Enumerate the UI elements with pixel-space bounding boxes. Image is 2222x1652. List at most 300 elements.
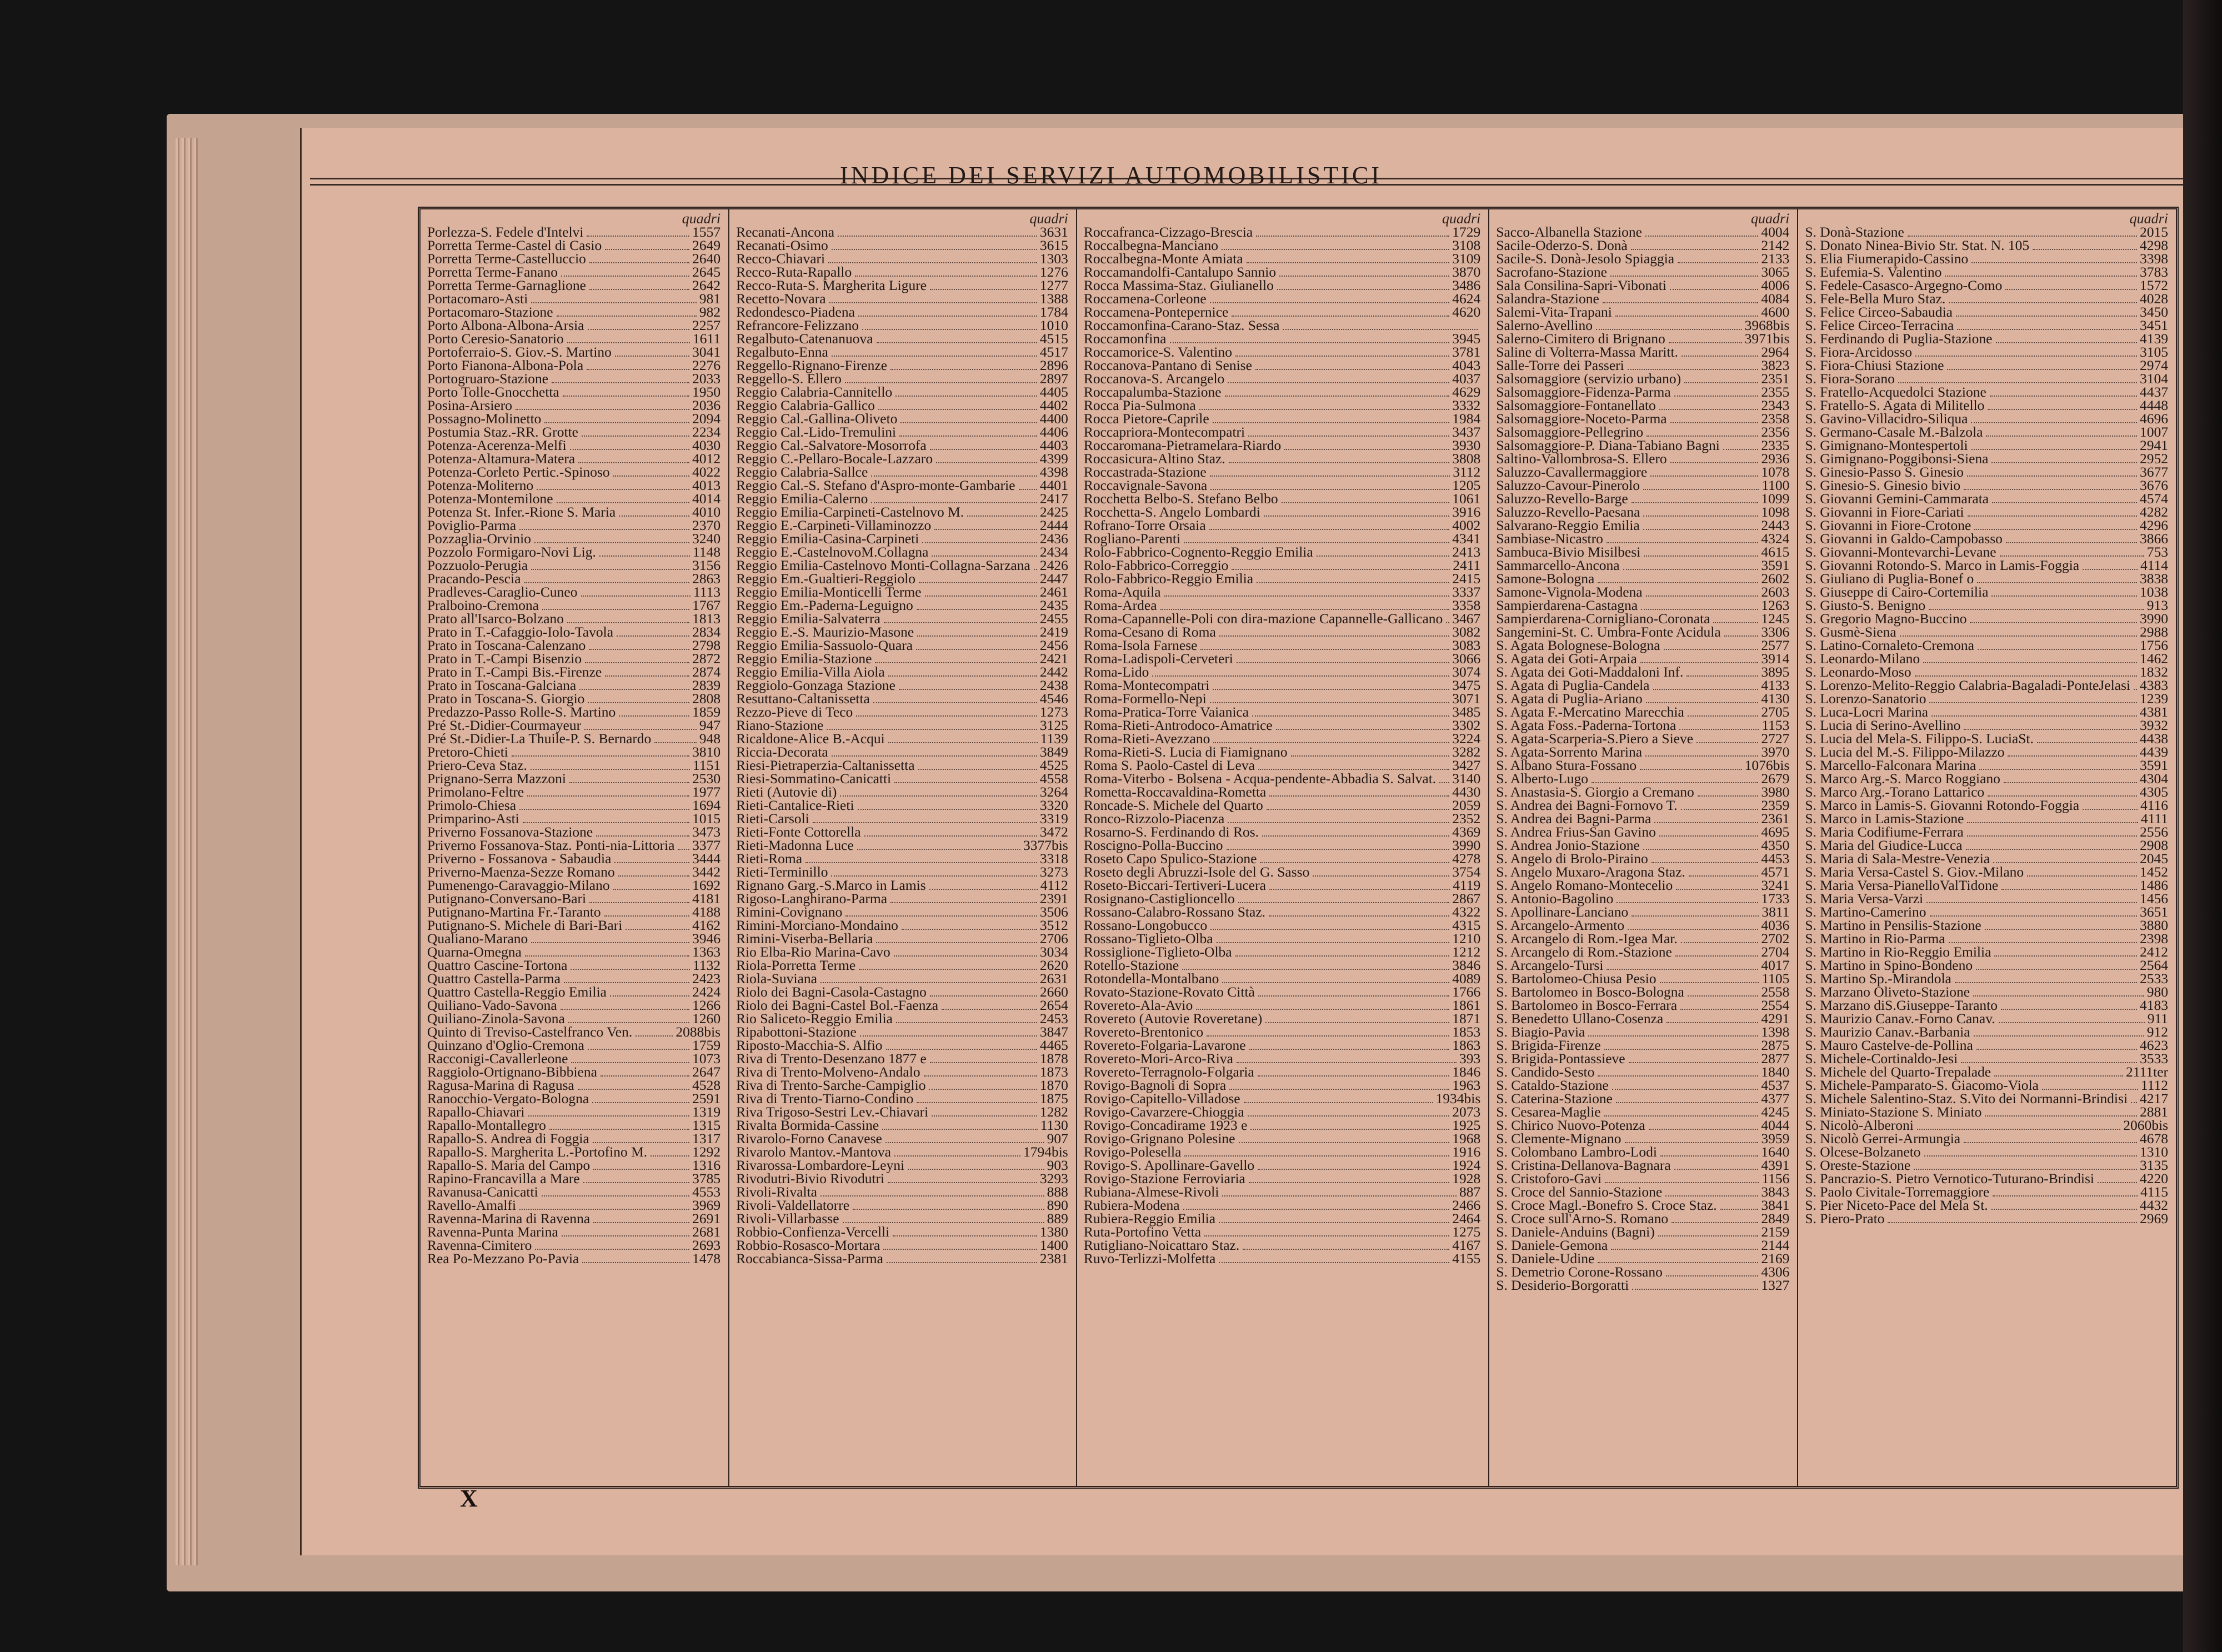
quadri-number: 2849 [1761,1210,1790,1227]
route-name: S. Andrea dei Bagni-Fornovo T. [1496,797,1678,813]
leader-dots [1239,1142,1450,1143]
quadri-number: 2867 [1452,890,1481,907]
quadri-number: 4624 [1452,291,1481,307]
quadri-number: 4438 [2140,730,2169,747]
leader-dots [890,369,1037,370]
leader-dots [1991,595,2137,597]
quadri-number: 1694 [692,797,721,813]
leader-dots [1632,1289,1758,1290]
quadri-number: 4350 [1761,837,1790,853]
route-name: S. Gavino-Villacidro-Siliqua [1805,411,1968,427]
quadri-number: 2381 [1039,1250,1068,1266]
quadri-number: 3968bis [1744,317,1790,333]
route-name: Rieti-Cantalice-Rieti [736,797,854,813]
quadri-number: 2391 [1039,890,1068,907]
quadri-number: 4432 [2140,1197,2169,1213]
leader-dots [1641,609,1758,610]
route-name: Ruta-Portofino Vetta [1083,1224,1202,1240]
quadri-number: 3866 [2140,530,2169,547]
quadri-number: 1380 [1039,1224,1068,1240]
route-name: Rivarolo-Forno Canavese [736,1130,882,1147]
index-entry [1805,1210,2169,1227]
route-name: Roccamandolfi-Cantalupo Sannio [1083,264,1277,280]
route-name: Quiliano-Zinola-Savona [427,1010,565,1027]
route-name: S. Martino in Rio-Reggio Emilia [1805,944,1991,960]
leader-dots [557,316,697,317]
quadri-number: 2425 [1039,504,1068,520]
quadri-number: 2706 [1039,930,1068,947]
quadri-number: 2276 [692,357,721,373]
route-name: S. Luca-Locri Marina [1805,704,1928,720]
quadri-number: 2530 [692,770,721,787]
leader-dots [884,622,1037,623]
route-name: Prato in Toscana-Galciana [427,677,577,693]
leader-dots [888,742,1038,743]
route-name: S. Fele-Bella Muro Staz. [1805,291,1946,307]
leader-dots [925,595,1037,597]
route-name: Pozzuolo-Perugia [427,557,528,573]
quadri-number: 4013 [692,477,721,493]
quadri-number: 3082 [1452,624,1481,640]
route-name: Rocca Pia-Sulmona [1083,397,1196,413]
leader-dots [855,276,1037,277]
quadri-number: 3823 [1761,357,1790,373]
quadri-number: 3843 [1761,1184,1790,1200]
quadri-number: 2620 [1039,957,1068,973]
quadri-number: 1859 [692,704,721,720]
route-name: Rovigo-Bagnoli di Sopra [1083,1077,1227,1093]
leader-dots [585,662,689,663]
quadri-number: 982 [699,304,721,320]
route-name: S. Desiderio-Borgoratti [1496,1277,1629,1293]
route-name: Reggio Calabria-Sallce [736,464,868,480]
route-name: Roccanova-Pantano di Senise [1083,357,1252,373]
quadri-number: 4217 [2140,1090,2169,1107]
route-name: S. Agata Foss.-Paderna-Tortona [1496,717,1676,733]
route-name: Roccapalumba-Stazione [1083,384,1222,400]
leader-dots [1283,329,1478,330]
quadri-number: 3156 [692,557,721,573]
quadri-number: 1398 [1761,1024,1790,1040]
quadri-number: 2169 [1761,1250,1790,1266]
route-name: Pumenengo-Caravaggio-Milano [427,877,610,893]
quadri-number: 4006 [1761,277,1790,293]
route-name: Rossano-Calabro-Rossano Staz. [1083,904,1266,920]
route-name: Rubiera-Modena [1083,1197,1180,1213]
quadri-number: 3065 [1761,264,1790,280]
quadri-number: 4022 [692,464,721,480]
route-name: Sammarcello-Ancona [1496,557,1620,573]
leader-dots [1681,809,1759,810]
route-name: Rosarno-S. Ferdinando di Ros. [1083,824,1259,840]
route-name: Reggio Calabria-Cannitello [736,384,893,400]
route-name: Refrancore-Felizzano [736,317,859,333]
quadri-number: 4304 [2140,770,2169,787]
leader-dots [1647,435,1758,437]
quadri-number: 1132 [693,957,721,973]
route-name: S. Marco Arg.-S. Marco Roggiano [1805,770,2000,787]
leader-dots [1160,609,1450,610]
route-name: S. Croce Magl.-Bonefro S. Croce Staz. [1496,1197,1717,1213]
route-name: Portacomaro-Asti [427,291,528,307]
leader-dots [1924,1155,2137,1157]
leader-dots [593,1142,689,1143]
quadri-number: 889 [1047,1210,1068,1227]
route-name: Rovereto-Ala-Avio [1083,997,1193,1013]
route-name: Prato in T.-Campi Bisenzio [427,650,582,667]
route-name: Riesi-Sommatino-Canicatti [736,770,892,787]
route-name: Reggio Emilia-Villa Aiola [736,664,885,680]
route-name: Roma-Pratica-Torre Vaianica [1083,704,1249,720]
route-name: Posina-Arsiero [427,397,512,413]
route-name: S. Donà-Stazione [1805,224,1904,240]
leader-dots [899,689,1037,690]
route-name: S. Marcello-Falconara Marina [1805,757,1976,773]
route-name: Roccamonfina-Carano-Staz. Sessa [1083,317,1280,333]
leader-dots [1888,1222,2137,1223]
leader-dots [1588,1035,1758,1037]
quadri-number: 3847 [1039,1024,1068,1040]
route-name: S. Ferdinando di Puglia-Stazione [1805,331,1993,347]
route-name: Potenza St. Infer.-Rione S. Maria [427,504,616,520]
quadri-number: 1388 [1039,291,1068,307]
leader-dots [805,862,1037,863]
quadri-number: 1010 [1039,317,1068,333]
leader-dots [1184,1155,1449,1157]
quadri-number: 3969 [692,1197,721,1213]
route-name: S. Andrea Jonio-Stazione [1496,837,1640,853]
route-name: Rignano Garg.-S.Marco in Lamis [736,877,926,893]
quadri-number: 2398 [2140,930,2169,947]
route-name: Rovigo-Grignano Polesine [1083,1130,1235,1147]
route-name: Riola-Suviana [736,970,817,987]
quadri-number: 4084 [1761,291,1790,307]
leader-dots [876,942,1037,943]
route-name: Saluzzo-Cavour-Pinerolo [1496,477,1640,493]
leader-dots [1964,1142,2137,1143]
leader-dots [587,369,689,370]
route-name: S. Oreste-Stazione [1805,1157,1911,1173]
route-name: Rocca Pietore-Caprile [1083,411,1209,427]
route-name: Quarna-Omegna [427,944,522,960]
leader-dots [1269,795,1449,797]
route-name: Portacomaro-Stazione [427,304,553,320]
leader-dots [1976,1049,2137,1050]
quadri-number: 2649 [692,237,721,253]
quadri-number: 1245 [1761,610,1790,627]
leader-dots [932,1115,1037,1117]
leader-dots [1664,649,1759,650]
route-name: S. Brigida-Firenze [1496,1037,1601,1053]
quadri-number: 888 [1047,1184,1068,1200]
route-name: S. Maria di Sala-Mestre-Venezia [1805,850,1990,867]
leader-dots [1244,1102,1433,1103]
route-name: S. Pier Niceto-Pace del Mela St. [1805,1197,1988,1213]
quadri-number: 3781 [1452,344,1481,360]
leader-dots [1991,1209,2137,1210]
quadri-number: 2370 [692,517,721,533]
leader-dots [858,809,1037,810]
route-name: Pré St.-Didier-La Thuile-P. S. Bernardo [427,730,652,747]
quadri-number: 2564 [2140,957,2169,973]
quadri-number: 1317 [692,1130,721,1147]
leader-dots [820,1195,1044,1197]
route-name: Rapallo-S. Margherita L.-Portofino M. [427,1144,648,1160]
leader-dots [615,356,689,357]
route-name: Reggio Calabria-Gallico [736,397,875,413]
quadri-number: 1924 [1452,1157,1481,1173]
quadri-number: 3282 [1452,744,1481,760]
leader-dots [1679,729,1759,730]
quadri-number: 4322 [1452,904,1481,920]
leader-dots [1152,675,1449,677]
route-name: Salsomaggiore-P. Diana-Tabiano Bagni [1496,437,1720,453]
quadri-number: 4546 [1039,690,1068,707]
quadri-number: 2464 [1452,1210,1481,1227]
route-name: Salle-Torre dei Passeri [1496,357,1624,373]
route-name: Riva Trigoso-Sestri Lev.-Chiavari [736,1104,929,1120]
route-name: Potenza-Acerenza-Melfi [427,437,567,453]
route-name: S. Cataldo-Stazione [1496,1077,1609,1093]
route-name: S. Arcangelo-Tursi [1496,957,1604,973]
route-name: S. Marzano Oliveto-Stazione [1805,984,1970,1000]
quadri-number: 887 [1459,1184,1481,1200]
quadri-number: 3946 [692,930,721,947]
leader-dots [871,475,1037,477]
leader-dots [1605,1182,1759,1183]
leader-dots [1317,555,1450,557]
quadri-number: 1832 [2140,664,2169,680]
quadri-number: 948 [699,730,721,747]
quadri-number: 2419 [1039,624,1068,640]
leader-dots [625,929,689,930]
leader-dots [2000,555,2144,557]
route-name: Roccalbegna-Manciano [1083,237,1218,253]
leader-dots [1994,1075,2123,1077]
route-name: Ripabottoni-Stazione [736,1024,857,1040]
index-column [1077,209,1489,1486]
leader-dots [568,1022,689,1023]
leader-dots [890,902,1037,903]
route-name: S. Giusto-S. Benigno [1805,597,1926,613]
route-name: Rolo-Fabbrico-Reggio Emilia [1083,570,1254,587]
quadri-number: 911 [2147,1010,2169,1027]
quadri-number: 4296 [2140,517,2169,533]
route-name: S. Piero-Prato [1805,1210,1885,1227]
leader-dots [613,889,690,890]
quadri-number: 3631 [1039,224,1068,240]
quadri-number: 2631 [1039,970,1068,987]
route-name: Salsomaggiore-Fidenza-Parma [1496,384,1671,400]
route-name: Rieti-Carsoli [736,810,809,827]
leader-dots [1232,316,1449,317]
route-name: Roccasicura-Altino Staz. [1083,450,1225,467]
leader-dots [1949,302,2137,303]
index-entry [1496,1279,1789,1293]
quadri-number: 2351 [1761,371,1790,387]
leader-dots [902,929,1037,930]
book-spine [2183,0,2222,1652]
route-name: Riva di Trento-Tiarno-Condino [736,1090,914,1107]
quadri-number: 3785 [692,1170,721,1187]
leader-dots [531,942,689,943]
route-name: Rivoli-Rivalta [736,1184,817,1200]
quadri-number: 2412 [2140,944,2169,960]
route-name: S. Mauro Castelve-de-Pollina [1805,1037,1973,1053]
leader-dots [650,1155,689,1157]
quadri-number: 2702 [1761,930,1790,947]
leader-dots [1269,889,1450,890]
leader-dots [917,635,1037,637]
quadri-number: 2335 [1761,437,1790,453]
route-name: S. Elia Fiumerapido-Cassino [1805,251,1969,267]
leader-dots [1439,782,1449,783]
leader-dots [1898,382,2137,383]
leader-dots [1915,675,2137,677]
quadri-number: 1130 [1040,1117,1068,1133]
leader-dots [1592,782,1758,783]
quadri-number: 3034 [1039,944,1068,960]
quadri-number: 2863 [692,570,721,587]
route-name: S. Miniato-Stazione S. Miniato [1805,1104,1982,1120]
leader-dots [1650,475,1758,477]
quadri-number: 2654 [1039,997,1068,1013]
route-name: Rovigo-S. Apollinare-Gavello [1083,1157,1255,1173]
route-name: S. Chirico Nuovo-Potenza [1496,1117,1645,1133]
route-name: Reggio Emilia-Sassuolo-Quara [736,637,913,653]
leader-dots [922,542,1037,543]
route-name: S. Eufemia-S. Valentino [1805,264,1942,280]
route-name: S. Donato Ninea-Bivio Str. Stat. N. 105 [1805,237,2030,253]
quadri-number: 4696 [2140,411,2169,427]
route-name: S. Giovanni in Fiore-Cariati [1805,504,1964,520]
route-name: S. Ginesio-Passo S. Ginesio [1805,464,1964,480]
leader-dots [877,342,1037,343]
quadri-number: 4403 [1039,437,1068,453]
route-name: S. Arcangelo di Rom.-Stazione [1496,944,1672,960]
route-name: Salandra-Stazione [1496,291,1599,307]
route-name: Porretta Terme-Castel di Casio [427,237,602,253]
leader-dots [838,236,1037,237]
route-name: S. Agata di Puglia-Candela [1496,677,1650,693]
route-name: Rocchetta-S. Angelo Lombardi [1083,504,1260,520]
quadri-number: 2352 [1452,810,1481,827]
route-name: Salsomaggiore-Fontanellato [1496,397,1656,413]
quadri-number: 1759 [692,1037,721,1053]
leader-dots [1977,582,2137,583]
leader-dots [1696,742,1758,743]
quadri-number: 1113 [693,584,721,600]
quadri-number: 3485 [1452,704,1481,720]
quadri-number: 1456 [2140,890,2169,907]
route-name: Rapallo-Montallegro [427,1117,546,1133]
quadri-number: 1794bis [1023,1144,1068,1160]
route-name: Rosignano-Castiglioncello [1083,890,1235,907]
route-name: Reggio Emilia-Casina-Carpineti [736,530,919,547]
leader-dots [1227,849,1450,850]
route-name: Roma-Aquila [1083,584,1161,600]
leader-dots [562,1235,689,1237]
quadri-number: 2936 [1761,450,1790,467]
leader-dots [1213,689,1449,690]
route-name: Ravello-Amalfi [427,1197,517,1213]
quadri-number: 4119 [1453,877,1481,893]
route-name: S. Martino in Spino-Bondeno [1805,957,1973,973]
route-name: S. Angelo Romano-Montecelio [1496,877,1673,893]
leader-dots [1999,1022,2145,1023]
quadri-number: 4620 [1452,304,1481,320]
route-name: S. Fratello-Acquedolci Stazione [1805,384,1986,400]
route-name: Ravenna-Cimitero [427,1237,532,1253]
leader-dots [1684,382,1758,383]
leader-dots [1446,622,1449,623]
route-name: Porretta Terme-Garnaglione [427,277,586,293]
quadri-number: 3914 [1761,650,1790,667]
route-name: Ragusa-Marina di Ragusa [427,1077,574,1093]
leader-dots [519,529,689,530]
route-name: Rovigo-Polesella [1083,1144,1182,1160]
route-name: Ravanusa-Canicatti [427,1184,538,1200]
leader-dots [1034,569,1037,570]
quadri-number: 4341 [1452,530,1481,547]
route-name: S. Lucia del M.-S. Filippo-Milazzo [1805,744,2005,760]
quadri-number: 4139 [2140,331,2169,347]
quadri-number: 4245 [1761,1104,1790,1120]
leader-dots [934,529,1037,530]
quadri-number: 4130 [1761,690,1790,707]
leader-dots [552,382,689,383]
quadri-number: 2964 [1761,344,1790,360]
route-name: S. Germano-Casale M.-Balzola [1805,424,1983,440]
route-name: Salsomaggiore-Pellegrino [1496,424,1644,440]
route-name: Potenza-Moliterno [427,477,534,493]
route-name: Sala Consilina-Sapri-Vibonati [1496,277,1666,293]
leader-dots [1607,542,1758,543]
route-name: Porretta Terme-Fanano [427,264,558,280]
leader-dots [1279,276,1449,277]
route-name: Pradleves-Caraglio-Cuneo [427,584,578,600]
quadri-number: 2558 [1761,984,1790,1000]
quadri-number: 2693 [692,1237,721,1253]
route-name: S. Demetrio Corone-Rossano [1496,1264,1663,1280]
leader-dots [930,449,1037,450]
leader-dots [1237,1062,1457,1063]
leader-dots [1256,236,1449,237]
route-name: Rotello-Stazione [1083,957,1179,973]
leader-dots [1217,942,1450,943]
leader-dots [582,1262,689,1263]
leader-dots [831,875,1037,877]
leader-dots [1243,1249,1449,1250]
quadri-number: 2234 [692,424,721,440]
route-name: Sangemini-St. C. Umbra-Fonte Acidula [1496,624,1721,640]
route-name: Postumia Staz.-RR. Grotte [427,424,578,440]
quadri-number: 3437 [1452,424,1481,440]
quadri-number: 3533 [2140,1050,2169,1067]
quadri-number: 1205 [1452,477,1481,493]
route-name: S. Fiora-Chiusi Stazione [1805,357,1944,373]
route-name: Rossano-Longobucco [1083,917,1208,933]
leader-dots [1930,915,2138,917]
leader-dots [857,849,1020,850]
route-name: S. Marzano diS.Giuseppe-Taranto [1805,997,1998,1013]
quadri-number: 2144 [1761,1237,1790,1253]
leader-dots [1643,515,1758,517]
leader-dots [2083,569,2138,570]
quadri-number: 1611 [693,331,721,347]
route-name: S. Benedetto Ullano-Cosenza [1496,1010,1664,1027]
route-name: Salerno-Avellino [1496,317,1593,333]
